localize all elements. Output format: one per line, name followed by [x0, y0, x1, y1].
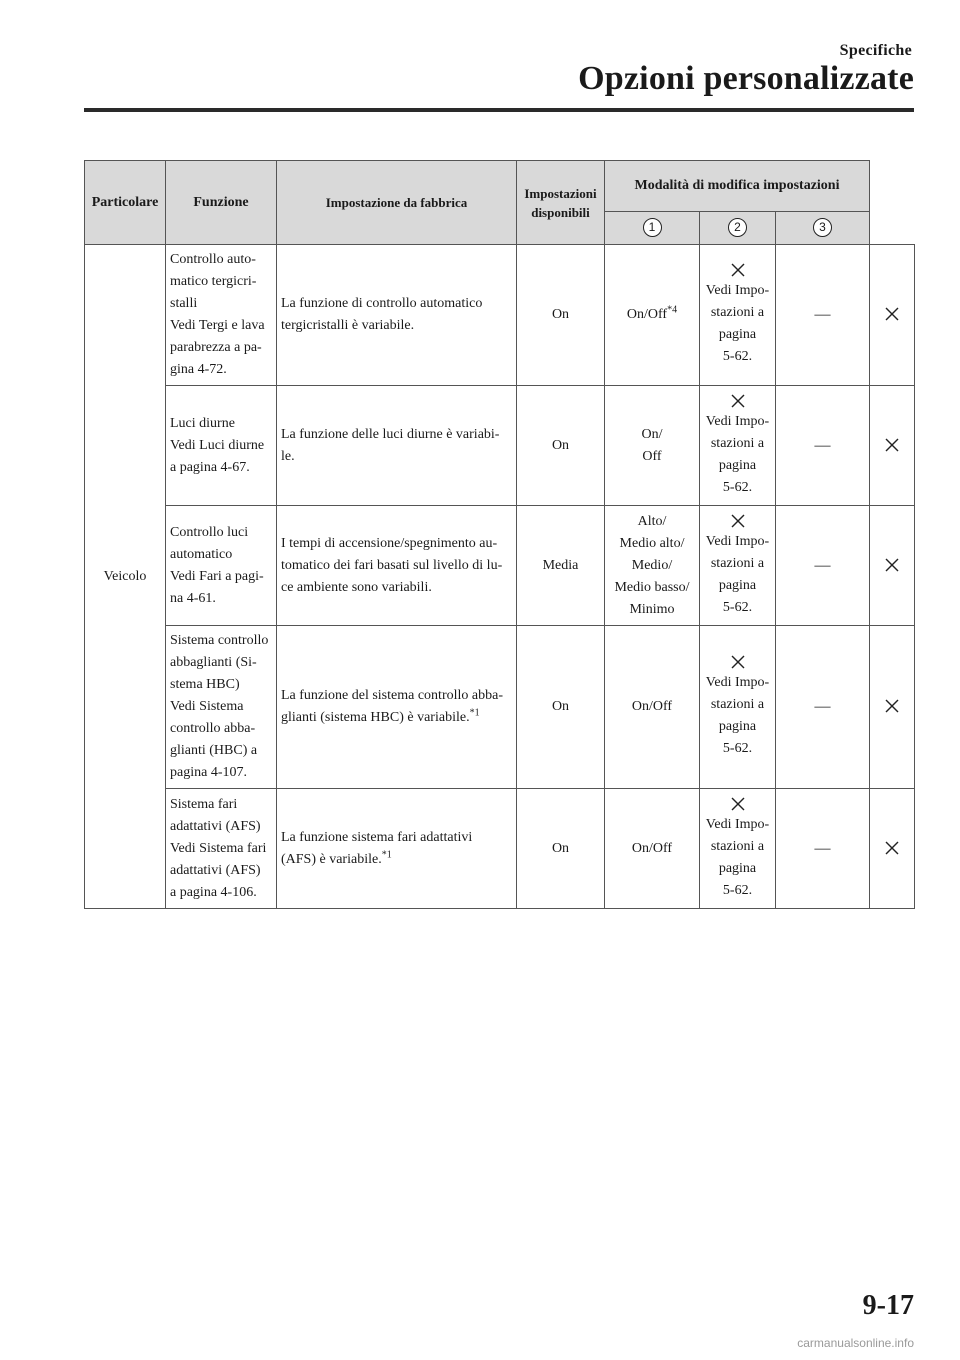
- header-impostazione-fabbrica: Impostazione da fabbrica: [277, 161, 517, 245]
- disponibili-cell: On/ Off: [605, 386, 700, 506]
- cross-icon: [730, 796, 746, 812]
- table-row: [85, 386, 915, 506]
- method-1-cell: Vedi Impo- stazioni a pagina 5-62.: [700, 386, 776, 506]
- fabbrica-cell: On: [517, 245, 605, 386]
- header-method-3: [776, 212, 870, 245]
- cross-icon: [730, 513, 746, 529]
- cross-icon: [884, 840, 900, 856]
- method-2-cell: —: [776, 386, 870, 506]
- table-row: [85, 789, 915, 909]
- cross-icon: [884, 698, 900, 714]
- method-3-cell: [870, 386, 915, 506]
- method-1-cell: Vedi Impo- stazioni a pagina 5-62.: [700, 789, 776, 909]
- footnote-mark: *4: [667, 304, 678, 316]
- particolare-cell: Luci diurne Vedi Luci diurne a pagina 4-67.: [166, 386, 277, 506]
- circled-number-2: 2: [728, 218, 747, 237]
- disponibili-cell: On/Off: [605, 626, 700, 789]
- method-3-cell: [870, 626, 915, 789]
- table-row: [85, 626, 915, 789]
- header-rule: [84, 108, 914, 112]
- watermark: carmanualsonline.info: [797, 1336, 914, 1350]
- header-method-2: [700, 212, 776, 245]
- header-method-1: [605, 212, 700, 245]
- fabbrica-cell: Media: [517, 506, 605, 626]
- fabbrica-cell: On: [517, 626, 605, 789]
- cross-icon: [884, 437, 900, 453]
- category-cell: Veicolo: [85, 245, 166, 909]
- disponibili-cell: Alto/ Medio alto/ Medio/ Medio basso/ Minimo: [605, 506, 700, 626]
- circled-number-3: 3: [813, 218, 832, 237]
- page-number: 9-17: [862, 1290, 914, 1321]
- method-1-cell: Vedi Impo- stazioni a pagina 5-62.: [700, 245, 776, 386]
- table-row: [85, 506, 915, 626]
- fabbrica-cell: On: [517, 386, 605, 506]
- header-impostazioni-disponibili: Impostazioni disponibili: [517, 161, 605, 245]
- method-3-cell: [870, 789, 915, 909]
- method-2-cell: —: [776, 789, 870, 909]
- footnote-mark: *1: [469, 707, 480, 719]
- funzione-cell: La funzione di controllo automatico tergicristalli è variabile.: [277, 245, 517, 386]
- options-table: [84, 160, 915, 909]
- method-2-cell: —: [776, 626, 870, 789]
- fabbrica-cell: On: [517, 789, 605, 909]
- method-1-cell: Vedi Impo- stazioni a pagina 5-62.: [700, 506, 776, 626]
- cross-icon: [730, 262, 746, 278]
- particolare-cell: Sistema controllo abbaglianti (Si- stema HBC) Vedi Sistema controllo abba- glianti (HBC) a pagina 4-107.: [166, 626, 277, 789]
- funzione-cell: La funzione delle luci diurne è variabi- le.: [277, 386, 517, 506]
- header-modalita: Modalità di modifica impostazioni: [605, 161, 870, 212]
- particolare-cell: Sistema fari adattativi (AFS) Vedi Sistema fari adattativi (AFS) a pagina 4-106.: [166, 789, 277, 909]
- header-funzione: Funzione: [166, 161, 277, 245]
- page-title: Opzioni personalizzate: [578, 60, 914, 97]
- funzione-cell: La funzione sistema fari adattativi (AFS) è variabile.$^{*1}$: [277, 789, 517, 909]
- funzione-cell: La funzione del sistema controllo abba- glianti (sistema HBC) è variabile.$^{*1}$: [277, 626, 517, 789]
- section-title: Specifiche: [839, 42, 912, 59]
- cross-icon: [884, 557, 900, 573]
- particolare-cell: Controllo auto- matico tergicri- stalli Vedi Tergi e lava parabrezza a pa- gina 4-72.: [166, 245, 277, 386]
- method-2-cell: —: [776, 245, 870, 386]
- circled-number-1: 1: [643, 218, 662, 237]
- footnote-mark: *1: [381, 848, 392, 860]
- method-3-cell: [870, 506, 915, 626]
- cross-icon: [730, 393, 746, 409]
- disponibili-cell: On/Off$^{*4}$: [605, 245, 700, 386]
- table-header-row: [85, 161, 915, 212]
- funzione-cell: I tempi di accensione/spegnimento au- tomatico dei fari basati sul livello di lu- ce ambiente sono variabili.: [277, 506, 517, 626]
- particolare-cell: Controllo luci automatico Vedi Fari a pagi- na 4-61.: [166, 506, 277, 626]
- cross-icon: [884, 306, 900, 322]
- method-1-cell: Vedi Impo- stazioni a pagina 5-62.: [700, 626, 776, 789]
- cross-icon: [730, 654, 746, 670]
- header-particolare: Particolare: [85, 161, 166, 245]
- table-row: [85, 245, 915, 386]
- disponibili-cell: On/Off: [605, 789, 700, 909]
- method-3-cell: [870, 245, 915, 386]
- method-2-cell: —: [776, 506, 870, 626]
